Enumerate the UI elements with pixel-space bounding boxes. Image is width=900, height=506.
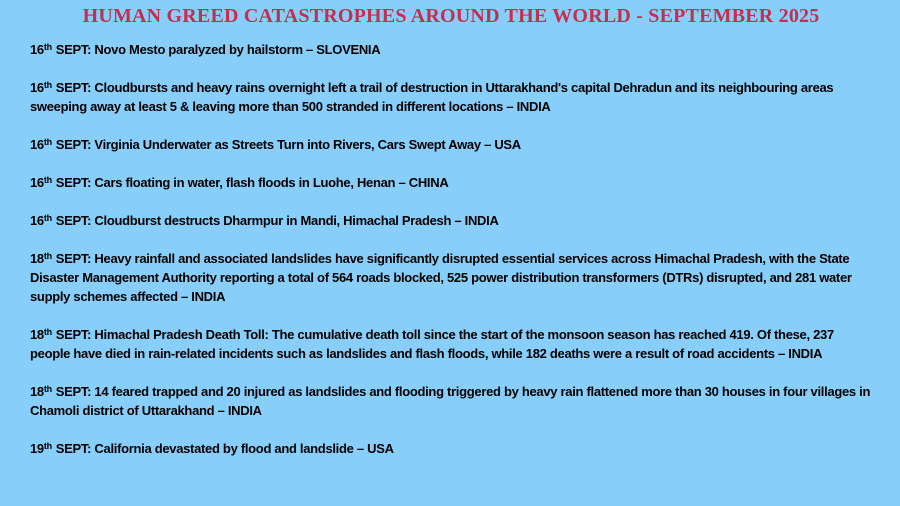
event-item xyxy=(30,439,872,458)
event-day: 16 xyxy=(30,80,44,95)
event-text: SEPT: Cars floating in water, flash floods in Luohe, Henan – CHINA xyxy=(55,175,449,190)
event-day: 18 xyxy=(30,327,44,342)
event-day-ordinal: th xyxy=(43,136,52,147)
event-text: SEPT: Cloudbursts and heavy rains overnight left a trail of destruction in Uttarakhand's capital Dehradun and its neighbouring areas sweeping away at least 5 & leaving more than 500 stranded in different locations – INDIA xyxy=(30,80,834,114)
event-item xyxy=(30,249,872,306)
event-text: SEPT: Heavy rainfall and associated landslides have significantly disrupted essential services across Himachal Pradesh, with the State Disaster Management Authority reporting a total of 564 roads blocked, 525 power distribution transformers (DTRs) disrupted, and 281 water supply schemes affected – INDIA xyxy=(30,251,852,304)
event-item xyxy=(30,78,872,116)
event-day-ordinal: th xyxy=(43,41,52,52)
event-day: 16 xyxy=(30,213,44,228)
event-day-ordinal: th xyxy=(43,326,52,337)
event-day-ordinal: th xyxy=(43,440,52,451)
event-text: SEPT: California devastated by flood and landslide – USA xyxy=(55,441,394,456)
event-day: 19 xyxy=(30,441,44,456)
event-day-ordinal: th xyxy=(43,174,52,185)
event-day-ordinal: th xyxy=(43,383,52,394)
event-day-ordinal: th xyxy=(43,250,52,261)
event-text: SEPT: Virginia Underwater as Streets Turn into Rivers, Cars Swept Away – USA xyxy=(55,137,521,152)
page-title: HUMAN GREED CATASTROPHES AROUND THE WORLD - SEPTEMBER 2025 xyxy=(82,5,820,27)
event-day: 18 xyxy=(30,251,44,266)
event-item xyxy=(30,40,872,59)
event-text: SEPT: Cloudburst destructs Dharmpur in Mandi, Himachal Pradesh – INDIA xyxy=(55,213,499,228)
event-item xyxy=(30,382,872,420)
event-day: 16 xyxy=(30,42,44,57)
event-day-ordinal: th xyxy=(43,212,52,223)
event-text: SEPT: Himachal Pradesh Death Toll: The cumulative death toll since the start of the monsoon season has reached 419. Of these, 237 people have died in rain-related incidents such as landslides and flash floods, while 182 deaths were a result of road accidents – INDIA xyxy=(30,327,834,361)
event-item xyxy=(30,173,872,192)
event-day: 16 xyxy=(30,175,44,190)
event-day: 18 xyxy=(30,384,44,399)
event-text: SEPT: Novo Mesto paralyzed by hailstorm – SLOVENIA xyxy=(55,42,381,57)
event-text: SEPT: 14 feared trapped and 20 injured as landslides and flooding triggered by heavy rain flattened more than 30 houses in four villages in Chamoli district of Uttarakhand – INDIA xyxy=(30,384,871,418)
event-list xyxy=(30,40,872,458)
event-item xyxy=(30,135,872,154)
event-item xyxy=(30,325,872,363)
event-day: 16 xyxy=(30,137,44,152)
event-day-ordinal: th xyxy=(43,79,52,90)
event-item xyxy=(30,211,872,230)
